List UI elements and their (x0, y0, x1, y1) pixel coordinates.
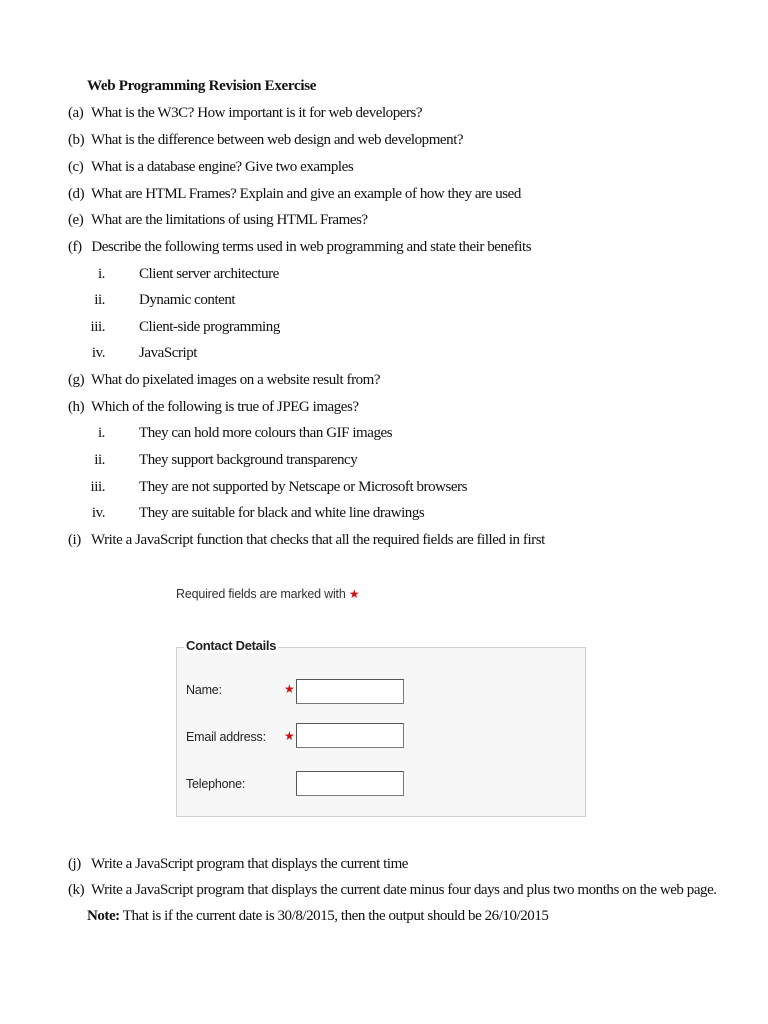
question-label: (i) (68, 532, 81, 548)
question-g (68, 372, 380, 389)
question-label: (f) (68, 239, 82, 255)
required-fields-text: Required fields are marked with (176, 587, 346, 601)
name-field-image (296, 679, 404, 704)
item-text: They support background transparency (139, 452, 358, 468)
question-label: (d) (68, 186, 85, 202)
question-label: (c) (68, 159, 84, 175)
question-d (68, 186, 521, 203)
question-text: Write a JavaScript program that displays the current date minus four days and plus two months on the web page. (91, 882, 717, 898)
question-label: (j) (68, 856, 81, 872)
item-number: ii. (94, 292, 105, 308)
telephone-label: Telephone: (186, 777, 246, 791)
required-star-icon: ★ (284, 729, 295, 743)
question-text: What is the W3C? How important is it for web developers? (91, 105, 423, 121)
question-f (68, 239, 531, 256)
question-label: (a) (68, 105, 84, 121)
question-a (68, 105, 422, 122)
item-text: Client-side programming (139, 319, 280, 335)
question-label: (g) (68, 372, 85, 388)
telephone-field-image (296, 771, 404, 796)
question-label: (h) (68, 399, 85, 415)
question-text: What is a database engine? Give two examples (91, 159, 354, 175)
question-text: What are HTML Frames? Explain and give an example of how they are used (91, 186, 521, 202)
question-text: What are the limitations of using HTML Frames? (91, 212, 368, 228)
item-text: Dynamic content (139, 292, 236, 308)
email-label: Email address: (186, 730, 266, 744)
question-k (68, 882, 717, 899)
item-number: ii. (94, 452, 105, 468)
question-text: Write a JavaScript function that checks that all the required fields are filled in first (91, 532, 545, 548)
name-label: Name: (186, 683, 222, 697)
item-text: They are suitable for black and white line drawings (139, 505, 425, 521)
question-label: (b) (68, 132, 85, 148)
question-text: Write a JavaScript program that displays the current time (91, 856, 409, 872)
required-star-icon: ★ (348, 587, 360, 601)
note-label: Note: (87, 908, 120, 924)
question-text: What is the difference between web design and web development? (91, 132, 464, 148)
fieldset-legend: Contact Details (186, 638, 277, 653)
question-i (68, 532, 545, 549)
question-b (68, 132, 463, 149)
item-number: i. (97, 266, 105, 282)
item-number: iii. (90, 479, 105, 495)
question-text: Describe the following terms used in web programming and state their benefits (91, 239, 532, 255)
question-label: (k) (68, 882, 85, 898)
question-text: What do pixelated images on a website result from? (91, 372, 381, 388)
question-j (68, 856, 408, 873)
question-h (68, 399, 359, 416)
required-fields-note (176, 587, 359, 601)
item-number: iv. (91, 505, 105, 521)
document-title: Web Programming Revision Exercise (87, 78, 317, 94)
question-text: Which of the following is true of JPEG images? (91, 399, 359, 415)
item-text: JavaScript (139, 345, 197, 361)
item-text: They can hold more colours than GIF images (139, 425, 393, 441)
item-number: iii. (90, 319, 105, 335)
question-label: (e) (68, 212, 84, 228)
item-number: iv. (91, 345, 105, 361)
item-number: i. (97, 425, 105, 441)
note-text: That is if the current date is 30/8/2015, then the output should be 26/10/2015 (119, 908, 549, 924)
question-e (68, 212, 368, 229)
email-field-image (296, 723, 404, 748)
item-text: They are not supported by Netscape or Microsoft browsers (139, 479, 468, 495)
required-star-icon: ★ (284, 682, 295, 696)
note (87, 908, 548, 925)
question-c (68, 159, 353, 176)
item-text: Client server architecture (139, 266, 279, 282)
